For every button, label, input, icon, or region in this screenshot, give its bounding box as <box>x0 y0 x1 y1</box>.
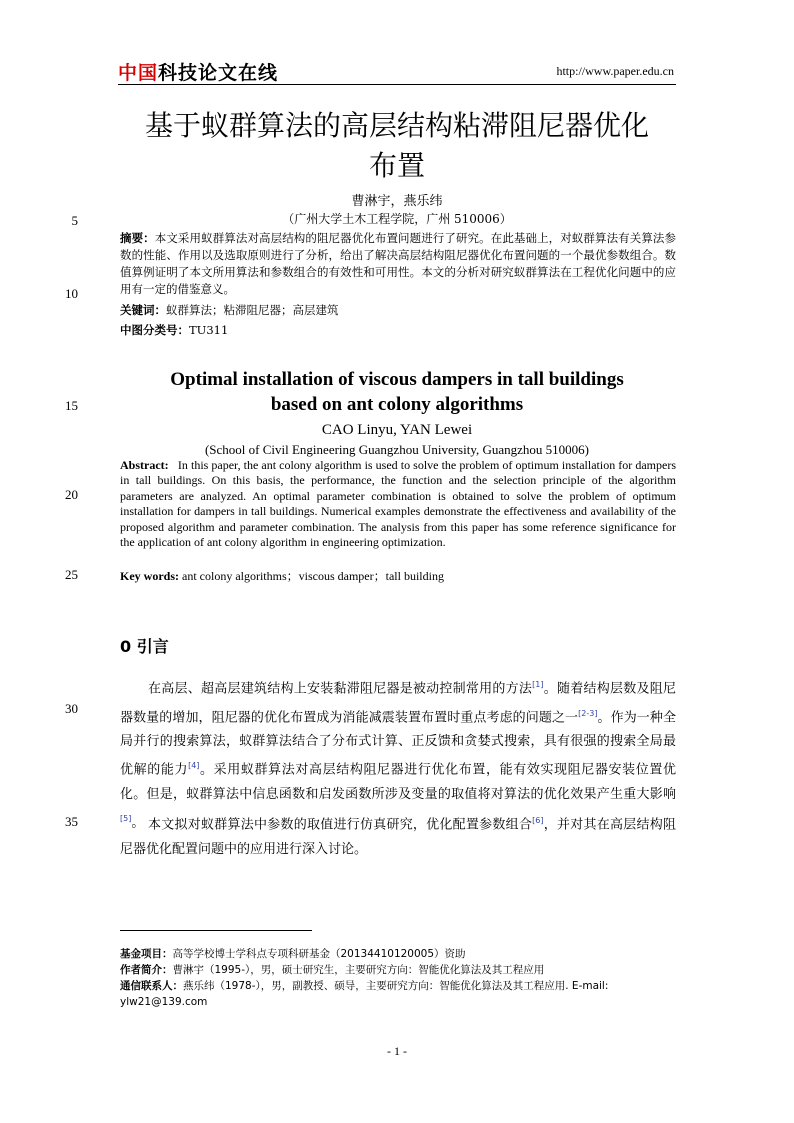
affiliation-zh: （广州大学土木工程学院，广州 510006） <box>282 212 512 226</box>
line-number-35: 35 <box>65 814 78 829</box>
abstract-en-text: In this paper, the ant colony algorithm is used to solve the problem of optimum installation for dampers in tall buildings. On this basis, the performance, the function and the selection principle of the algorithm parameters are analyzed. An optimal parameter combination is obtained to solve the problem of optimum installation for dampers in tall buildings. Numerical examples demonstrate the effectiveness and availability of the proposed algorithm and parameter combination. The analysis from this paper has some reference significance for the application of ant colony algorithm in engineering optimization. <box>120 458 677 550</box>
citation-6[interactable]: [6] <box>532 816 544 825</box>
keywords-en <box>120 567 676 584</box>
header-url[interactable]: http://www.paper.edu.cn <box>556 64 674 78</box>
line-number-20: 20 <box>65 487 78 502</box>
para1-text-1: 在高层、超高层建筑结构上安装黏滞阻尼器是被动控制常用的方法 <box>148 681 533 697</box>
header-divider <box>118 84 676 85</box>
section-heading-introduction: 0 引言 <box>120 637 169 656</box>
contact-label: 通信联系人： <box>120 980 183 992</box>
keywords-zh-label: 关键词： <box>120 303 166 317</box>
abstract-zh-label: 摘要： <box>120 231 155 245</box>
keywords-en-text: ant colony algorithms；viscous damper；tall building <box>182 569 444 583</box>
citation-1[interactable]: [1] <box>532 680 544 689</box>
intro-paragraph-2 <box>120 809 676 862</box>
title-zh-line1: 基于蚁群算法的高层结构粘滞阻尼器优化 <box>144 109 649 142</box>
logo-part2: 科技论文在线 <box>158 62 279 84</box>
citation-5[interactable]: [5] <box>120 814 132 823</box>
authors-zh: 曹淋宇，燕乐纬 <box>351 194 443 209</box>
author-text: 曹淋宇（1995-），男，硕士研究生，主要研究方向：智能优化算法及其工程应用 <box>172 964 545 976</box>
line-number-30: 30 <box>65 701 78 716</box>
title-en <box>118 367 676 417</box>
para1-text-5: 。 <box>131 815 145 831</box>
classification-zh-text: TU311 <box>189 323 229 337</box>
line-number-15: 15 <box>65 398 78 413</box>
para2-text-1: 本文拟对蚁群算法中参数的取值进行仿真研究，优化配置参数组合 <box>148 817 533 833</box>
footnotes <box>120 946 676 1010</box>
journal-logo <box>118 58 278 85</box>
title-zh <box>118 106 676 186</box>
keywords-zh <box>120 302 676 318</box>
page-number: - 1 - <box>387 1044 407 1058</box>
affiliation-en: (School of Civil Engineering Guangzhou University, Guangzhou 510006) <box>204 442 590 457</box>
line-number-10: 10 <box>65 286 78 301</box>
para1-text-2: 。随着结构层数及阻尼器数量的增加，阻尼器的优化布置成为消能减震装置布置时重点考虑的问题之一 <box>120 681 676 725</box>
para2-text-2: ，并对其在高层结构阻尼器优化配置问题中的应用进行深入讨论。 <box>120 817 676 857</box>
citation-4[interactable]: [4] <box>188 761 200 771</box>
classification-zh <box>120 322 676 338</box>
logo-part1: 中国 <box>118 62 159 84</box>
abstract-en-label: Abstract: <box>120 458 169 472</box>
author-label: 作者简介： <box>120 964 173 976</box>
para1-text-4: 。采用蚁群算法对高层结构阻尼器进行优化布置，能有效实现阻尼器安装位置优化。但是，蚁群算法中信息函数和启发函数所涉及变量的取值将对算法的优化效果产生重大影响 <box>120 762 676 802</box>
classification-zh-label: 中图分类号： <box>120 323 189 337</box>
title-zh-line2: 布置 <box>368 149 425 182</box>
fund-label: 基金项目： <box>120 948 173 960</box>
footnote-divider <box>120 930 312 931</box>
contact-text: 燕乐纬（1978-），男，副教授、硕导，主要研究方向：智能优化算法及其工程应用. E-mail: ylw21@139.com <box>120 980 609 1008</box>
abstract-en <box>120 458 676 550</box>
citation-2-3[interactable]: [2-3] <box>578 708 598 718</box>
footnote-contact <box>120 978 676 1010</box>
footnote-fund <box>120 946 676 962</box>
authors-en: CAO Linyu, YAN Lewei <box>321 422 473 438</box>
keywords-en-label: Key words: <box>120 569 179 583</box>
line-number-5: 5 <box>71 213 78 228</box>
abstract-zh-text: 本文采用蚁群算法对高层结构的阻尼器优化布置问题进行了研究。在此基础上，对蚁群算法有关算法参数的性能、作用以及选取原则进行了分析，给出了解决高层结构阻尼器优化布置问题的一个最优参数组合。数值算例证明了本文所用算法和参数组合的有效性和可用性。本文的分析对研究蚁群算法在工程优化问题中的应用有一定的借鉴意义。 <box>120 231 677 296</box>
footnote-author <box>120 962 676 978</box>
fund-text: 高等学校博士学科点专项科研基金（20134410120005）资助 <box>172 948 466 960</box>
abstract-zh <box>120 230 676 298</box>
title-en-line1: Optimal installation of viscous dampers in tall buildings <box>170 369 624 390</box>
keywords-zh-text: 蚁群算法；粘滞阻尼器；高层建筑 <box>166 303 339 317</box>
line-number-25: 25 <box>65 567 78 582</box>
title-en-line2: based on ant colony algorithms <box>270 394 524 415</box>
para1-text-3: 。作为一种全局并行的搜索算法，蚁群算法结合了分布式计算、正反馈和贪婪式搜索，具有很强的搜索全局最优解的能力 <box>120 709 676 778</box>
